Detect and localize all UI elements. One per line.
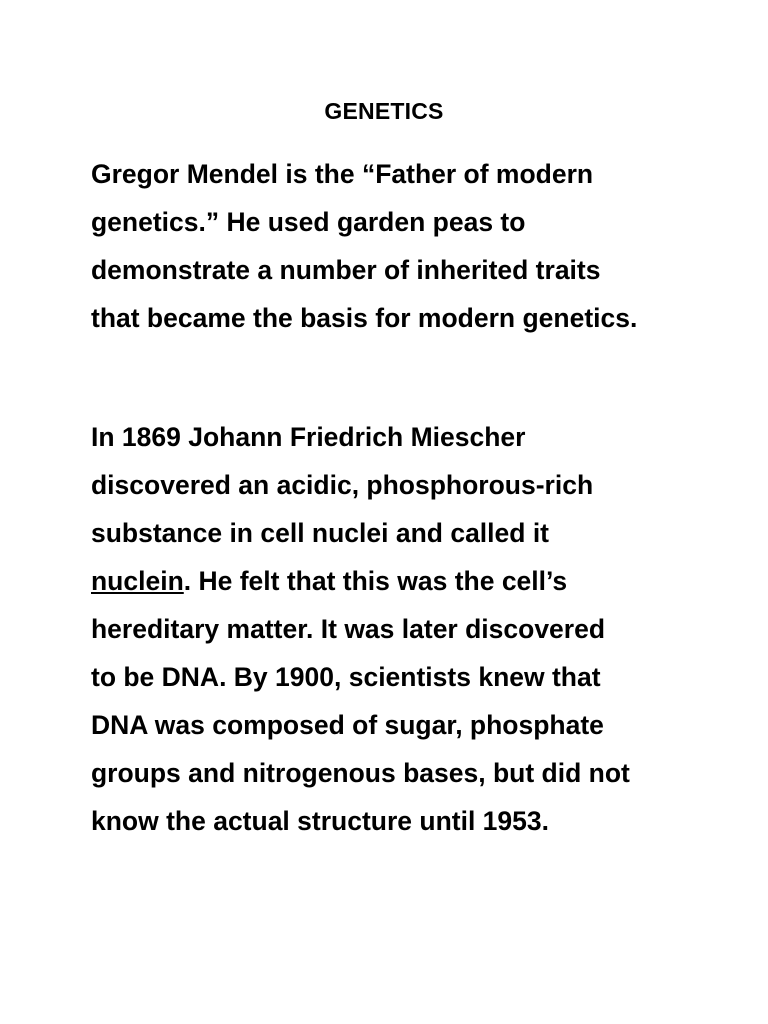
- paragraph-miescher: [91, 413, 691, 845]
- paragraph-line: [91, 557, 691, 605]
- paragraph-line: know the actual structure until 1953.: [91, 806, 549, 836]
- paragraph-line: In 1869 Johann Friedrich Miescher: [91, 422, 526, 452]
- paragraph-line-text: . He felt that this was the cell’s: [183, 566, 568, 596]
- paragraph-line: that became the basis for modern genetics.: [91, 303, 638, 333]
- nuclein-term: nuclein: [91, 566, 184, 596]
- paragraph-line: to be DNA. By 1900, scientists knew that: [91, 662, 601, 692]
- paragraph-line: groups and nitrogenous bases, but did not: [91, 758, 630, 788]
- paragraph-line: DNA was composed of sugar, phosphate: [91, 710, 604, 740]
- paragraph-line: substance in cell nuclei and called it: [91, 518, 550, 548]
- paragraph-line: discovered an acidic, phosphorous-rich: [91, 470, 594, 500]
- paragraph-mendel: [91, 150, 691, 342]
- paragraph-line: genetics.” He used garden peas to: [91, 207, 526, 237]
- page-title: GENETICS: [324, 98, 444, 124]
- paragraph-line: Gregor Mendel is the “Father of modern: [91, 159, 594, 189]
- paragraph-line: hereditary matter. It was later discovered: [91, 614, 606, 644]
- paragraph-line: demonstrate a number of inherited traits: [91, 255, 601, 285]
